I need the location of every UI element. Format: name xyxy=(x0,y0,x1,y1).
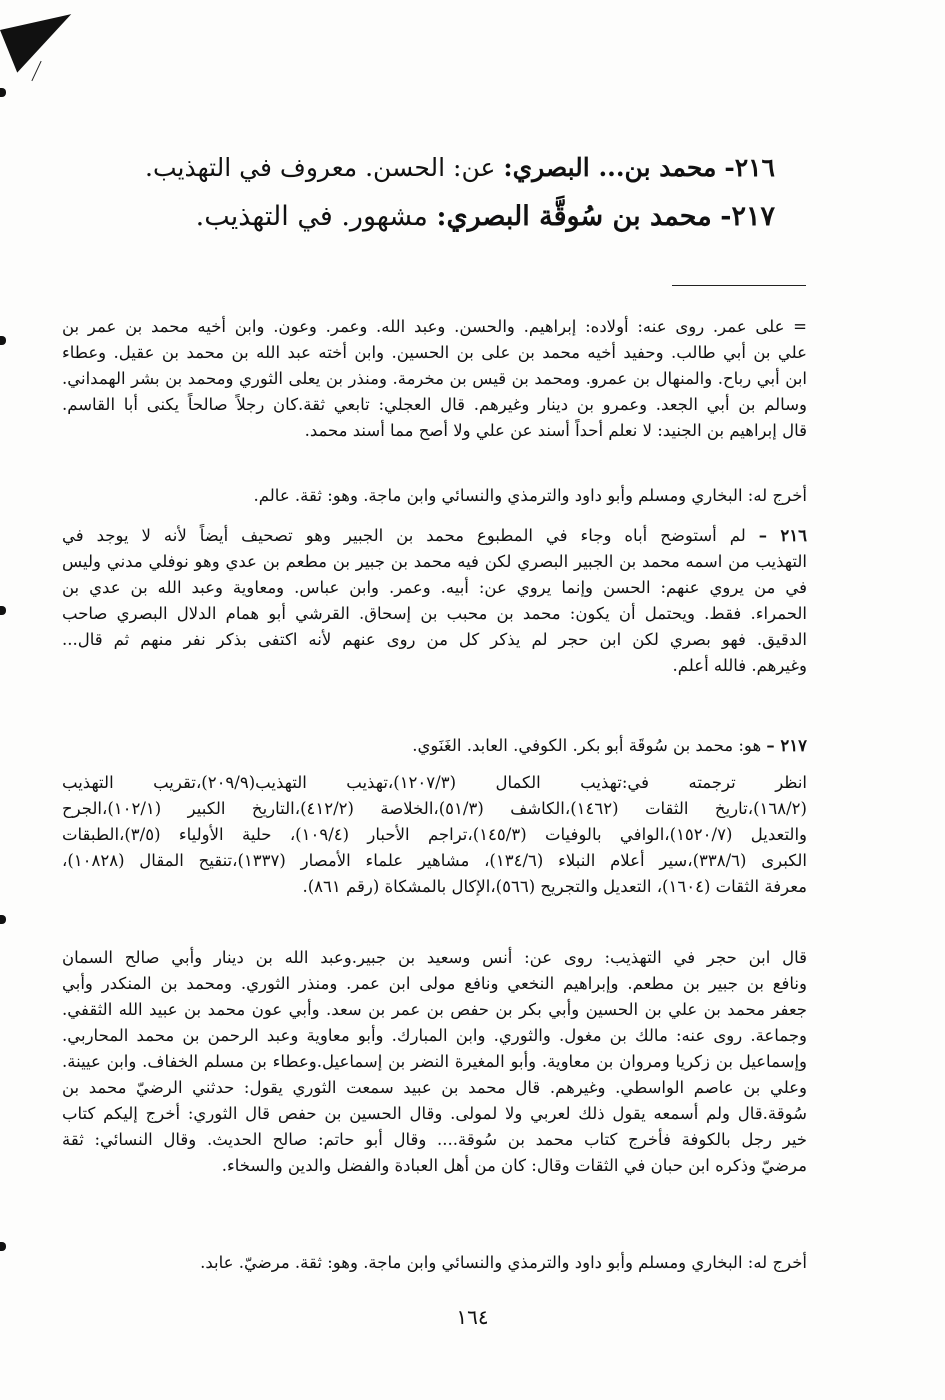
binding-hole-mark xyxy=(0,1242,6,1251)
text-line: معرفة الثقات (١٦٠٤)، التعديل والتجريح (٥٦٦)،الإكال بالمشكاة (رقم ٨٦١). xyxy=(302,877,807,896)
page-number: ١٦٤ xyxy=(456,1305,489,1329)
text-line: مرضيّ وذكره ابن حبان في الثقات وقال: كان من أهل العبادة والفضل والدين والسخاء. xyxy=(221,1156,807,1175)
text-line: سُوقة.قال ولم أسمعه يقول ذلك لعربي ولا لمولى. وقال الحسين بن حفص قال الثوري: أخرج إليكم كتاب xyxy=(62,1104,807,1123)
text-line: (١٦٨/٢)،تاريخ الثقات (١٤٦٢)،الكاشف (٥١/٣)،الخلاصة (٤١٢/٢)،التاريخ الكبير (١٠٢/١)،الجرح xyxy=(62,799,807,818)
text-line: قال ابن حجر في التهذيب: روى عن: أنس وسعيد بن جبير.وعبد الله بن دينار وأبي صالح السمان xyxy=(62,948,807,967)
text-line: التهذيب من اسمه محمد بن الجبير البصري لكن فيه محمد بن جبير بن مطعم بن عدي وهو نوفلي مدني وليس xyxy=(62,552,807,571)
text-line: أخرج له: البخاري ومسلم وأبو داود والترمذي والنسائي وابن ماجة. وهو: ثقة. عالم. xyxy=(253,486,807,505)
text-segment: لم أستوضح أباه وجاء في المطبوع محمد بن الجبير وهو تصحيف أيضاً لأنه لا يوجد في xyxy=(62,526,746,545)
entry-note: مشهور. في التهذيب. xyxy=(195,201,428,232)
text-line: ونافع بن جبير بن مطعم. وإبراهيم النخعي ونافع مولى ابن عمر. ومنذر الثوري. ومحمد بن المنكدر وأبي xyxy=(62,974,807,993)
entry-note: عن: الحسن. معروف في التهذيب. xyxy=(145,153,496,182)
text-line: قال إبراهيم بن الجنيد: لا نعلم أحداً أسند عن علي ولا أصح مما أسند محمد. xyxy=(304,421,807,440)
footnote-continuation xyxy=(62,314,807,444)
text-line xyxy=(62,733,807,759)
text-line: والتعديل (١٥٢٠/٧)،الوافي بالوفيات (١٤٥/٣)،تراجم الأحبار (١٠٩/٤)، حلية الأولياء (٣/٥)،الطبقات xyxy=(62,825,807,844)
text-line: الحمراء. فقط. ويحتمل أن يكون: محمد بن محبب بن إسحاق. القرشي أبو همام الدلال البصري صاحب xyxy=(62,604,807,623)
text-line: الكبرى (٣٣٨/٦)،سير أعلام النبلاء (١٣٤/٦)، مشاهير علماء الأمصار (١٣٣٧)،تنقيح المقال (١٠٨٢٨)، xyxy=(62,851,807,870)
entry-name: محمد بن... البصري: xyxy=(503,153,717,182)
binding-hole-mark xyxy=(0,336,6,345)
text-line: خير رجل بالكوفة فأخرج كتاب محمد بن سُوقة.... وقال أبو حاتم: صالح الحديث. وقال النسائي: ثقة xyxy=(62,1130,807,1149)
text-line: وعلي بن عاصم الواسطي. وغيرهم. قال محمد بن عبيد سمعت الثوري يقول: حدثني الرضيّ محمد بن xyxy=(62,1078,807,1097)
text-segment: هو: محمد بن سُوقَة أبو بكر. الكوفي. العابد. الغَنَوي. xyxy=(412,736,762,755)
text-line: علي بن أبي طالب. وحفيد أخيه محمد بن على بن الحسين. وابن أخته عبد الله بن محمد بن عقيل. وعطاء xyxy=(62,343,807,362)
footnote-sources-1 xyxy=(62,483,807,509)
footnote-216 xyxy=(62,523,807,679)
binding-hole-mark xyxy=(0,88,6,97)
text-line: وغيرهم. فالله أعلم. xyxy=(672,656,807,675)
binding-hole-mark xyxy=(0,915,6,924)
text-line: انظر ترجمته في:تهذيب الكمال (١٢٠٧/٣)،تهذيب التهذيب(٢٠٩/٩)،تقريب التهذيب xyxy=(62,773,808,792)
text-line: أخرج له: البخاري ومسلم وأبو داود والترمذي والنسائي وابن ماجة. وهو: ثقة. مرضيّ. عابد. xyxy=(200,1253,807,1272)
text-line: وجماعة. روى عنه: مالك بن مغول. والثوري. وابن المبارك. وأبو معاوية وعبد الرحمن بن محمد المحاربي. xyxy=(62,1026,807,1045)
entry-number: ٢١٧- xyxy=(720,201,775,232)
text-line: ابن أبي رباح. والمنهال بن عمرو. ومحمد بن قيس بن مخرمة. ومنذر بن يعلى الثوري ومحمد بن بشر الهمداني. xyxy=(62,369,807,388)
entry-heading-217 xyxy=(135,197,775,237)
footnote-number: ٢١٧ – xyxy=(766,736,807,755)
entry-heading-216 xyxy=(135,148,775,188)
ibn-hajar-quote xyxy=(62,945,807,1179)
entry-number: ٢١٦- xyxy=(724,153,775,182)
scan-artifact-mark xyxy=(0,3,84,73)
text-line: جعفر محمد بن علي بن الحسين وأبي بكر بن حفص بن عمر بن سعد. وأبي عون محمد بن عبيد الله الثقفي. xyxy=(62,1000,807,1019)
entry-name: محمد بن سُوقَّة البصري: xyxy=(436,201,712,232)
footnote-217 xyxy=(62,733,807,759)
text-line: = على عمر. روى عنه: أولاده: إبراهيم. والحسن. وعبد الله. وعمر. وعون. وابن أخيه محمد بن عمر بن xyxy=(62,317,807,336)
footnote-separator xyxy=(672,285,806,286)
footnote-number: ٢١٦ – xyxy=(758,526,808,545)
text-line: وسالم بن أبي الجعد. وعمرو بن دينار وغيرهم. قال العجلي: تابعي ثقة.كان رجلاً صالحاً يكنى أبا القاسم. xyxy=(62,395,807,414)
translation-sources xyxy=(62,770,807,900)
text-line xyxy=(62,523,807,549)
text-line: الدقيق. فهو بصري لكن ابن حجر لم يذكر كل من روى عنهم لأنه اكتفى بذكر نفر منهم ثم قال... xyxy=(62,630,807,649)
text-line: وإسماعيل بن زكريا ومروان بن معاوية. وأبو المغيرة النضر بن إسماعيل.وعطاء بن مسلم الخفاف. وابن عيينة. xyxy=(62,1052,807,1071)
footnote-sources-2 xyxy=(62,1250,807,1276)
binding-hole-mark xyxy=(0,606,6,615)
text-line: في من يروي عنهم: الحسن وإنما يروي عن: أبيه. وعمر. وابن عباس. ومعاوية وعبد الله بن عدي بن xyxy=(62,578,807,597)
